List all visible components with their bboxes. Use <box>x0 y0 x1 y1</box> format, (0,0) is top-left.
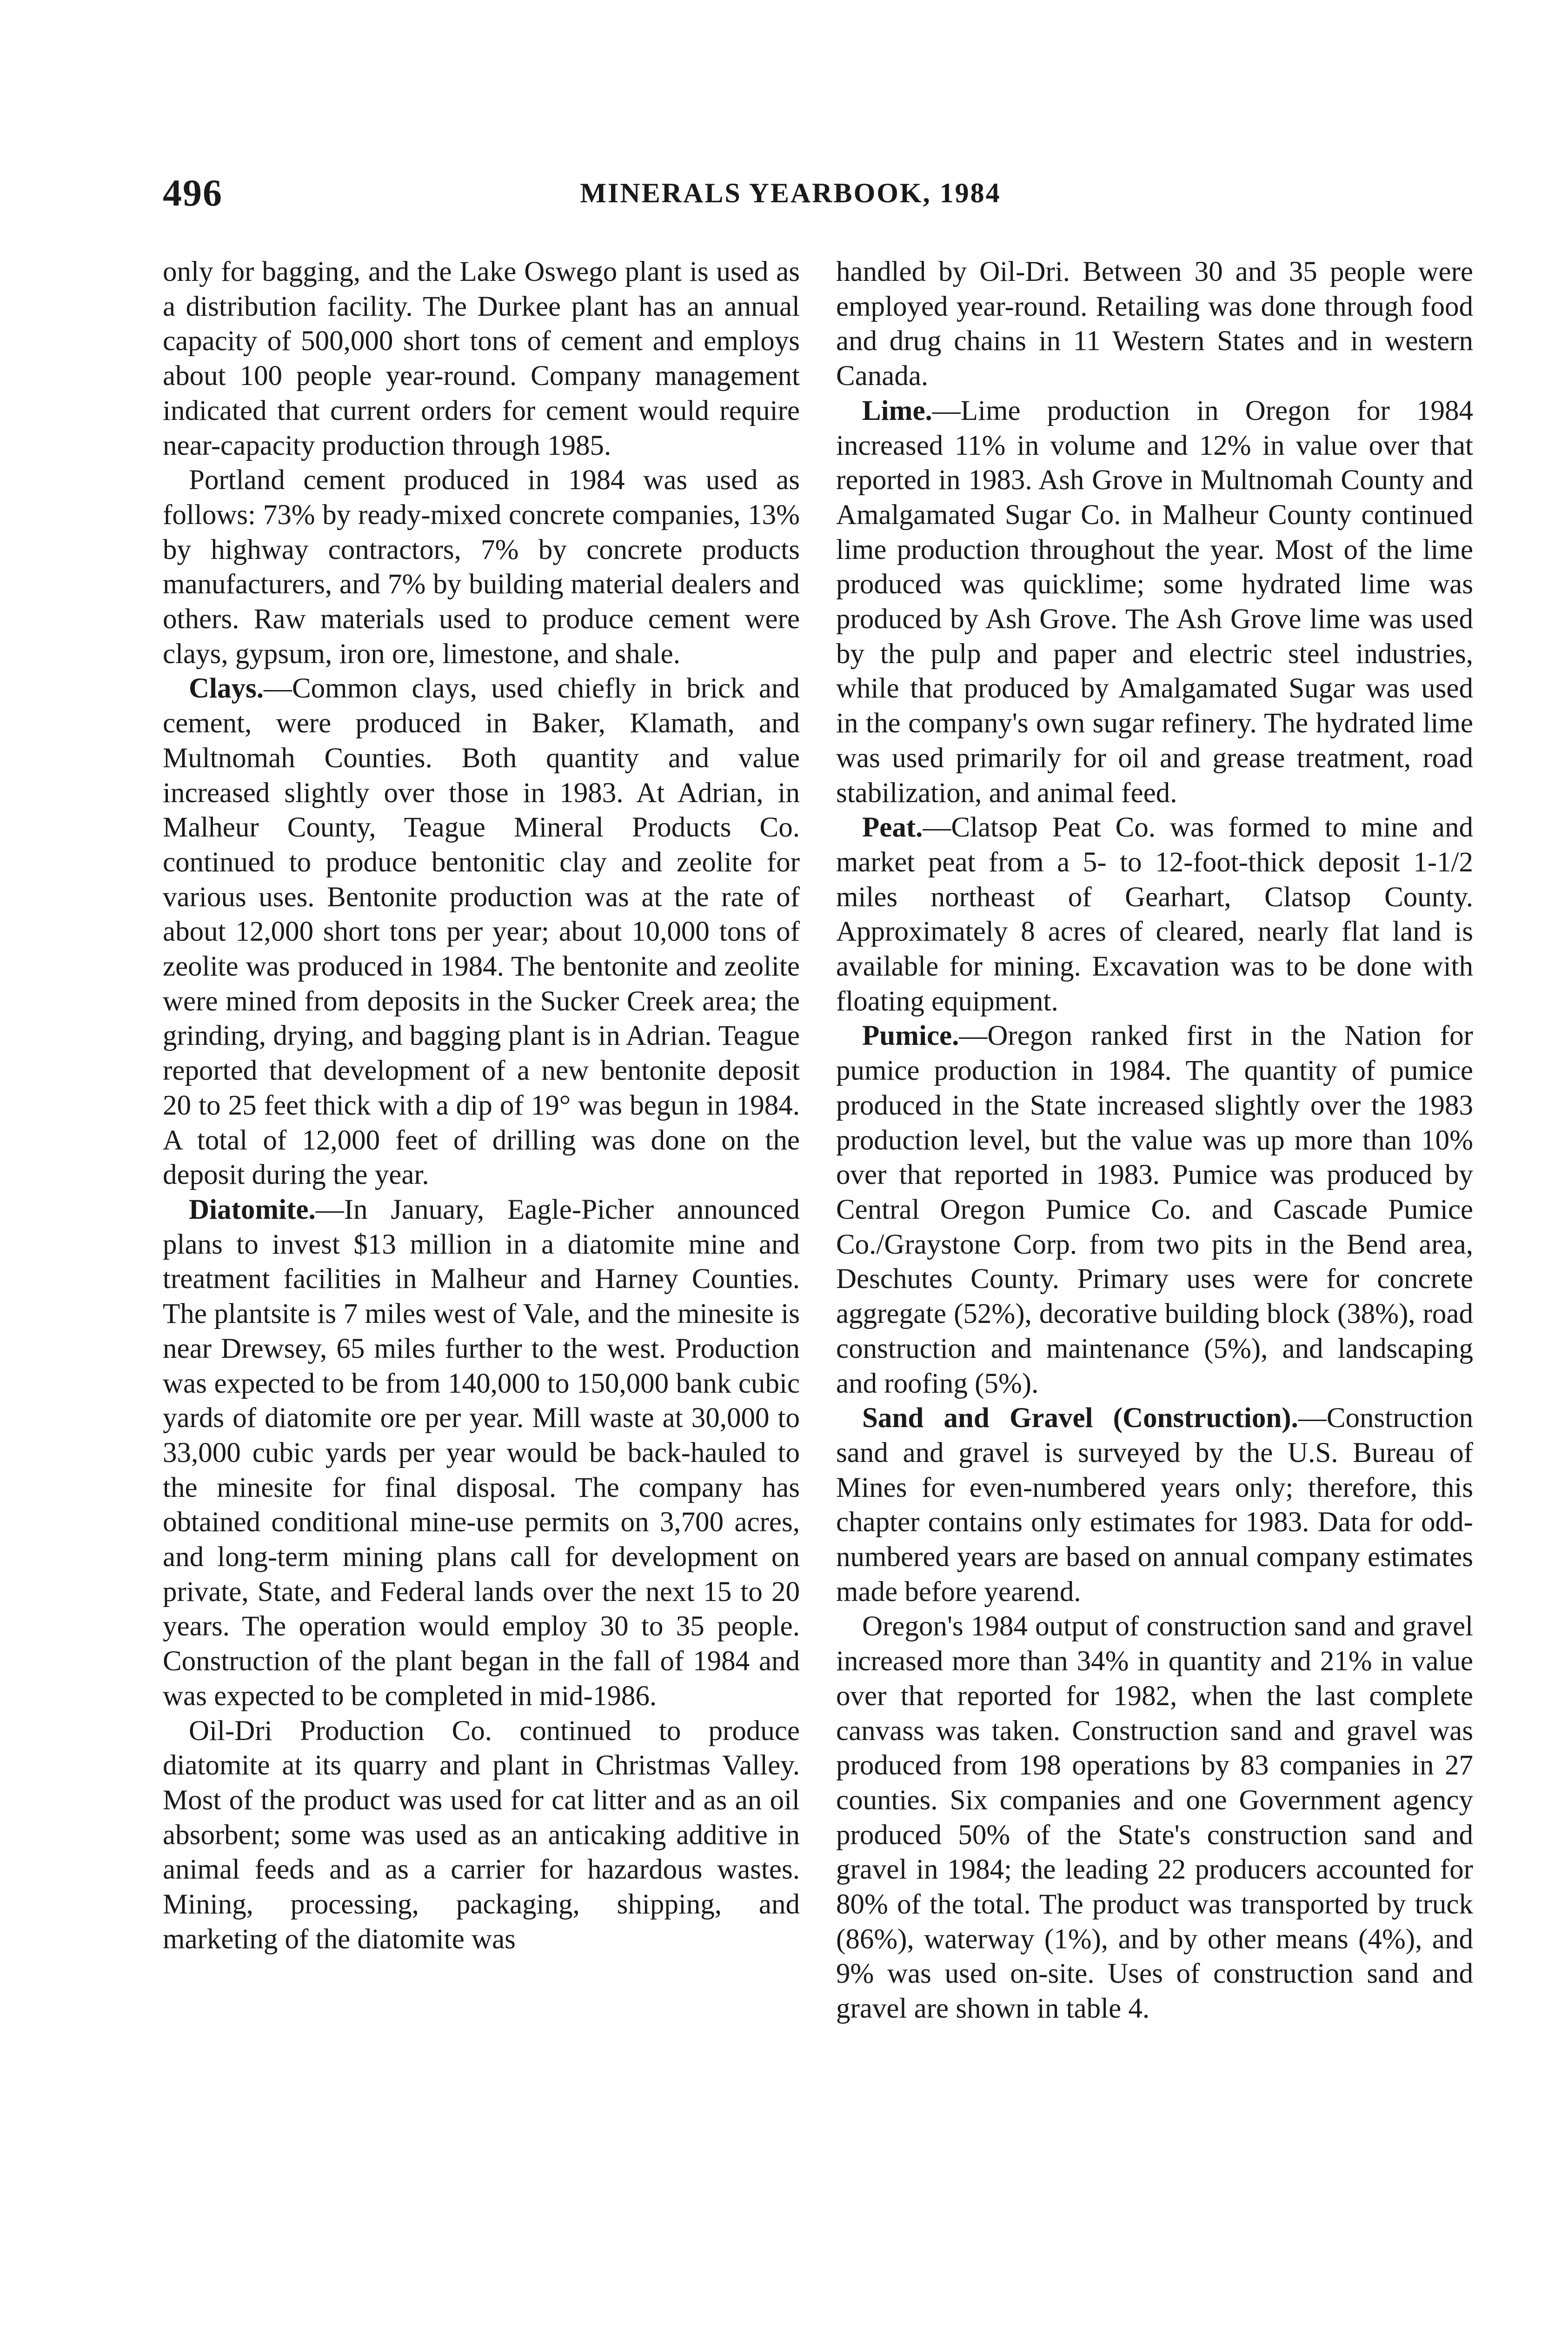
page-header <box>163 167 1418 219</box>
peat-text: —Clatsop Peat Co. was formed to mine and market peat from a 5- to 12-foot-thick deposit 1-1/2 miles northeast of Gearhart, Clatsop County. Approximately 8 acres of cleared, nearly flat land is available for mining. Excavation was to be done with floating equipment. <box>836 812 1473 1017</box>
paragraph-cement-durkee: only for bagging, and the Lake Oswego plant is used as a distribution facility. The Durkee plant has an annual capacity of 500,000 short tons of cement and employs about 100 people year-round. Company management indicated that current orders for cement would require near-capacity production through 1985. <box>163 256 800 461</box>
peat-heading: Peat. <box>862 812 923 844</box>
clays-text: —Common clays, used chiefly in brick and cement, were produced in Baker, Klamath, and Multnomah Counties. Both quantity and value increased slightly over those in 1983. At Adrian, in Malheur County, Teague Mineral Products Co. continued to produce bentonitic clay and zeolite for various uses. Bentonite production was at the rate of about 12,000 short tons per year; about 10,000 tons of zeolite was produced in 1984. The bentonite and zeolite were mined from deposits in the Sucker Creek area; the grinding, drying, and bagging plant is in Adrian. Teague reported that development of a new bentonite deposit 20 to 25 feet thick with a dip of 19° was begun in 1984. A total of 12,000 feet of drilling was done on the deposit during the year. <box>163 673 800 1191</box>
section-pumice <box>836 1019 1473 1401</box>
running-title: MINERALS YEARBOOK, 1984 <box>580 178 1001 208</box>
section-lime <box>836 394 1473 810</box>
left-column <box>163 255 800 1957</box>
diatomite-heading: Diatomite. <box>189 1194 316 1225</box>
pumice-heading: Pumice. <box>862 1020 959 1052</box>
pumice-text: —Oregon ranked first in the Nation for pumice production in 1984. The quantity of pumice produced in the State increased slightly over the 1983 production level, but the value was up more than 10% over that reported in 1983. Pumice was produced by Central Oregon Pumice Co. and Cascade Pumice Co./Graystone Corp. from two pits in the Bend area, Deschutes County. Primary uses were for concrete aggregate (52%), decorative building block (38%), road construction and maintenance (5%), and landscaping and roofing (5%). <box>836 1020 1473 1399</box>
lime-text: —Lime production in Oregon for 1984 increased 11% in volume and 12% in value over that reported in 1983. Ash Grove in Multnomah County and Amalgamated Sugar Co. in Malheur County continued lime production throughout the year. Most of the lime produced was quicklime; some hydrated lime was produced by Ash Grove. The Ash Grove lime was used by the pulp and paper and electric steel industries, while that produced by Amalgamated Sugar was used in the company's own sugar refinery. The hydrated lime was used primarily for oil and grease treatment, road stabilization, and animal feed. <box>836 395 1473 809</box>
paragraph-portland-cement-uses: Portland cement produced in 1984 was used as follows: 73% by ready-mixed concrete companies, 13% by highway contractors, 7% by concrete products manufacturers, and 7% by building material dealers and others. Raw materials used to produce cement were clays, gypsum, iron ore, limestone, and shale. <box>163 465 800 670</box>
sand-gravel-heading: Sand and Gravel (Construction). <box>862 1402 1298 1434</box>
section-sand-and-gravel <box>836 1401 1473 1609</box>
section-peat <box>836 810 1473 1019</box>
section-clays <box>163 671 800 1193</box>
clays-heading: Clays. <box>189 673 264 704</box>
lime-heading: Lime. <box>862 395 932 426</box>
page-number: 496 <box>163 172 223 214</box>
section-diatomite <box>163 1193 800 1714</box>
sand-gravel-text: —Construction sand and gravel is surveyed by the U.S. Bureau of Mines for even-numbered years only; therefore, this chapter contains only estimates for 1983. Data for odd-numbered years are based on annual company estimates made before yearend. <box>836 1402 1473 1608</box>
right-column <box>836 255 1473 2026</box>
paragraph-oregon-output: Oregon's 1984 output of construction sand and gravel increased more than 34% in quantity and 21% in value over that reported for 1982, when the last complete canvass was taken. Construction sand and gravel was produced from 198 operations by 83 companies in 27 counties. Six companies and one Government agency produced 50% of the State's construction sand and gravel in 1984; the leading 22 producers accounted for 80% of the total. The product was transported by truck (86%), waterway (1%), and by other means (4%), and 9% was used on-site. Uses of construction sand and gravel are shown in table 4. <box>836 1611 1473 2025</box>
diatomite-text: —In January, Eagle-Picher announced plans to invest $13 million in a diatomite mine and treatment facilities in Malheur and Harney Counties. The plantsite is 7 miles west of Vale, and the minesite is near Drewsey, 65 miles further to the west. Production was expected to be from 140,000 to 150,000 bank cubic yards of diatomite ore per year. Mill waste at 30,000 to 33,000 cubic yards per year would be back-hauled to the minesite for final disposal. The company has obtained conditional mine-use permits on 3,700 acres, and long-term mining plans call for development on private, State, and Federal lands over the next 15 to 20 years. The operation would employ 30 to 35 people. Construction of the plant began in the fall of 1984 and was expected to be completed in mid-1986. <box>163 1194 800 1712</box>
paragraph-oil-dri: Oil-Dri Production Co. continued to produce diatomite at its quarry and plant in Christmas Valley. Most of the product was used for cat litter and as an oil absorbent; some was used as an anticaking additive in animal feeds and as a carrier for hazardous wastes. Mining, processing, packaging, shipping, and marketing of the diatomite was <box>163 1715 800 1955</box>
paragraph-oil-dri-continued: handled by Oil-Dri. Between 30 and 35 people were employed year-round. Retailing was done through food and drug chains in 11 Western States and in western Canada. <box>836 256 1473 392</box>
